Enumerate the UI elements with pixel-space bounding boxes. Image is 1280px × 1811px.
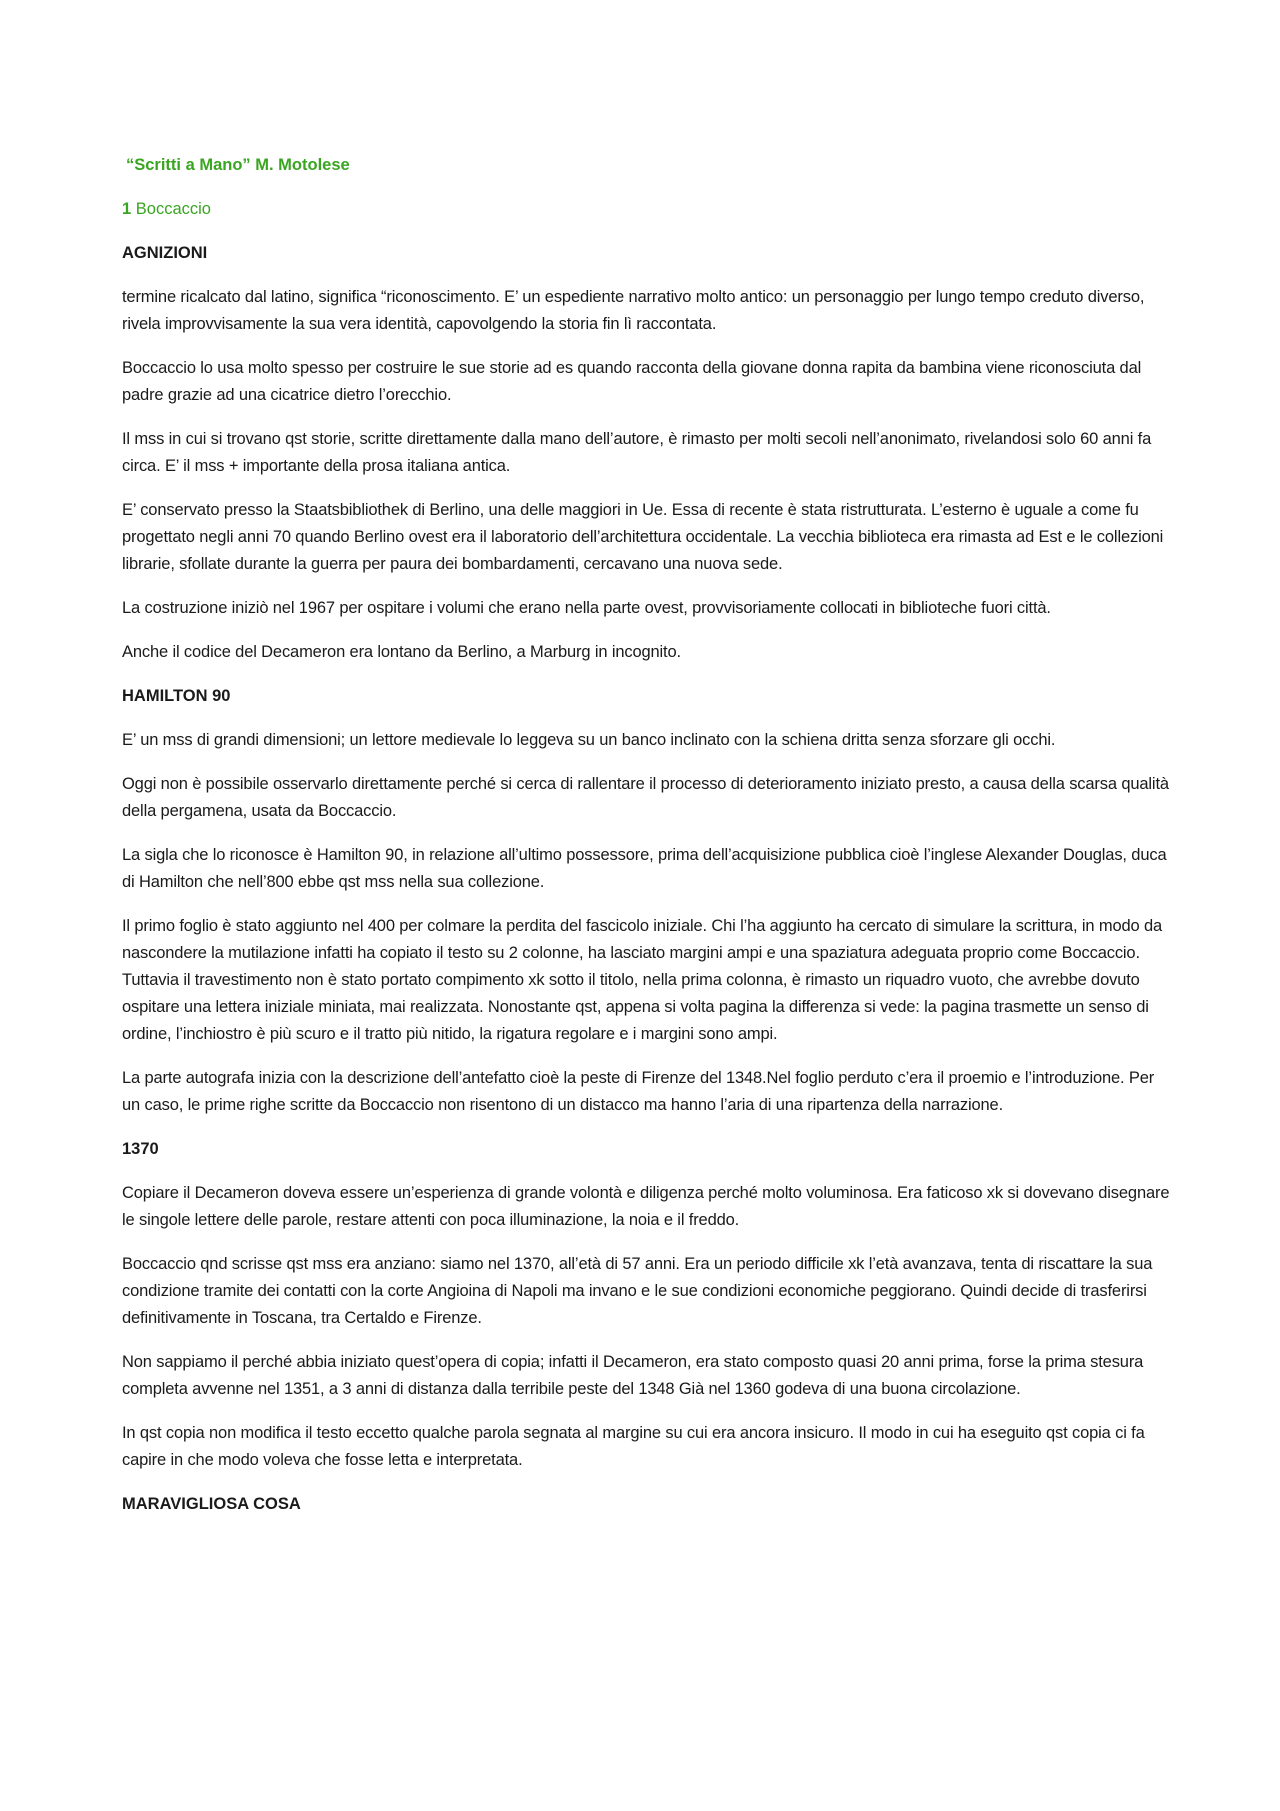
paragraph: Il mss in cui si trovano qst storie, scritte direttamente dalla mano dell’autore, è rimasto per molti secoli nell’anonimato, rivelandosi solo 60 anni fa circa. E’ il mss + importante della prosa italiana antica. — [122, 430, 1152, 475]
paragraph: Oggi non è possibile osservarlo direttamente perché si cerca di rallentare il processo di deterioramento iniziato presto, a causa della scarsa qualità della pergamena, usata da Boccaccio. — [122, 775, 1169, 820]
section-heading-agnizioni: AGNIZIONI — [122, 244, 208, 262]
section-heading-1370: 1370 — [122, 1140, 159, 1158]
paragraph: La costruzione iniziò nel 1967 per ospitare i volumi che erano nella parte ovest, provvisoriamente collocati in biblioteche fuori città. — [122, 599, 1051, 617]
paragraph: In qst copia non modifica il testo eccetto qualche parola segnata al margine su cui era ancora insicuro. Il modo in cui ha eseguito qst copia ci fa capire in che modo voleva che fosse letta e interpretata. — [122, 1424, 1145, 1469]
document-content — [122, 152, 1170, 1535]
paragraph: termine ricalcato dal latino, significa “riconoscimento. E’ un espediente narrativo molto antico: un personaggio per lungo tempo creduto diverso, rivela improvvisamente la sua vera identità, capovolgendo la storia fin lì raccontata. — [122, 288, 1145, 333]
paragraph: E’ conservato presso la Staatsbibliothek di Berlino, una delle maggiori in Ue. Essa di recente è stata ristrutturata. L’esterno è uguale a come fu progettato negli anni 70 quando Berlino ovest era il laboratorio dell’architettura occidentale. La vecchia biblioteca era rimasta ad Est e le collezioni librarie, sfollate durante la guerra per paura dei bombardamenti, cercavano una nuova sede. — [122, 501, 1164, 573]
paragraph: E’ un mss di grandi dimensioni; un lettore medievale lo leggeva su un banco inclinato con la schiena dritta senza sforzare gli occhi. — [122, 731, 1056, 749]
paragraph: La parte autografa inizia con la descrizione dell’antefatto cioè la peste di Firenze del 1348.Nel foglio perduto c’era il proemio e l’introduzione. Per un caso, le prime righe scritte da Boccaccio non risentono di un distacco ma hanno l’aria di una ripartenza della narrazione. — [122, 1069, 1155, 1114]
paragraph: Boccaccio qnd scrisse qst mss era anziano: siamo nel 1370, all’età di 57 anni. Era un periodo difficile xk l’età avanzava, tenta di riscattare la sua condizione tramite dei contatti con la corte Angioina di Napoli ma invano e le sue condizioni economiche peggiorano. Quindi decide di trasferirsi definitivamente in Toscana, tra Certaldo e Firenze. — [122, 1255, 1153, 1327]
document-title: “Scritti a Mano” M. Motolese — [126, 156, 350, 174]
section-heading-maravigliosa-cosa: MARAVIGLIOSA COSA — [122, 1495, 301, 1513]
chapter-heading — [122, 196, 1170, 223]
section-heading-hamilton-90: HAMILTON 90 — [122, 687, 231, 705]
chapter-number: 1 — [122, 200, 132, 218]
paragraph: Il primo foglio è stato aggiunto nel 400 per colmare la perdita del fascicolo iniziale. Chi l’ha aggiunto ha cercato di simulare la scrittura, in modo da nascondere la mutilazione infatti ha copiato il testo su 2 colonne, ha lasciato margini ampi e una spaziatura adeguata proprio come Boccaccio. Tuttavia il travestimento non è stato portato compimento xk sotto il titolo, nella prima colonna, è rimasto un riquadro vuoto, che avrebbe dovuto ospitare una lettera iniziale miniata, mai realizzata. Nonostante qst, appena si volta pagina la differenza si vede: la pagina trasmette un senso di ordine, l’inchiostro è più scuro e il tratto più nitido, la rigatura regolare e i margini sono ampi. — [122, 917, 1163, 1043]
paragraph: Anche il codice del Decameron era lontano da Berlino, a Marburg in incognito. — [122, 643, 681, 661]
paragraph: Boccaccio lo usa molto spesso per costruire le sue storie ad es quando racconta della giovane donna rapita da bambina viene riconosciuta dal padre grazie ad una cicatrice dietro l’orecchio. — [122, 359, 1142, 404]
paragraph: La sigla che lo riconosce è Hamilton 90, in relazione all’ultimo possessore, prima dell’acquisizione pubblica cioè l’inglese Alexander Douglas, duca di Hamilton che nell’800 ebbe qst mss nella sua collezione. — [122, 846, 1167, 891]
paragraph: Non sappiamo il perché abbia iniziato quest’opera di copia; infatti il Decameron, era stato composto quasi 20 anni prima, forse la prima stesura completa avvenne nel 1351, a 3 anni di distanza dalla terribile peste del 1348 Già nel 1360 godeva di una buona circolazione. — [122, 1353, 1144, 1398]
chapter-name: Boccaccio — [131, 200, 211, 218]
paragraph: Copiare il Decameron doveva essere un’esperienza di grande volontà e diligenza perché molto voluminosa. Era faticoso xk si dovevano disegnare le singole lettere delle parole, restare attenti con poca illuminazione, la noia e il freddo. — [122, 1184, 1170, 1229]
